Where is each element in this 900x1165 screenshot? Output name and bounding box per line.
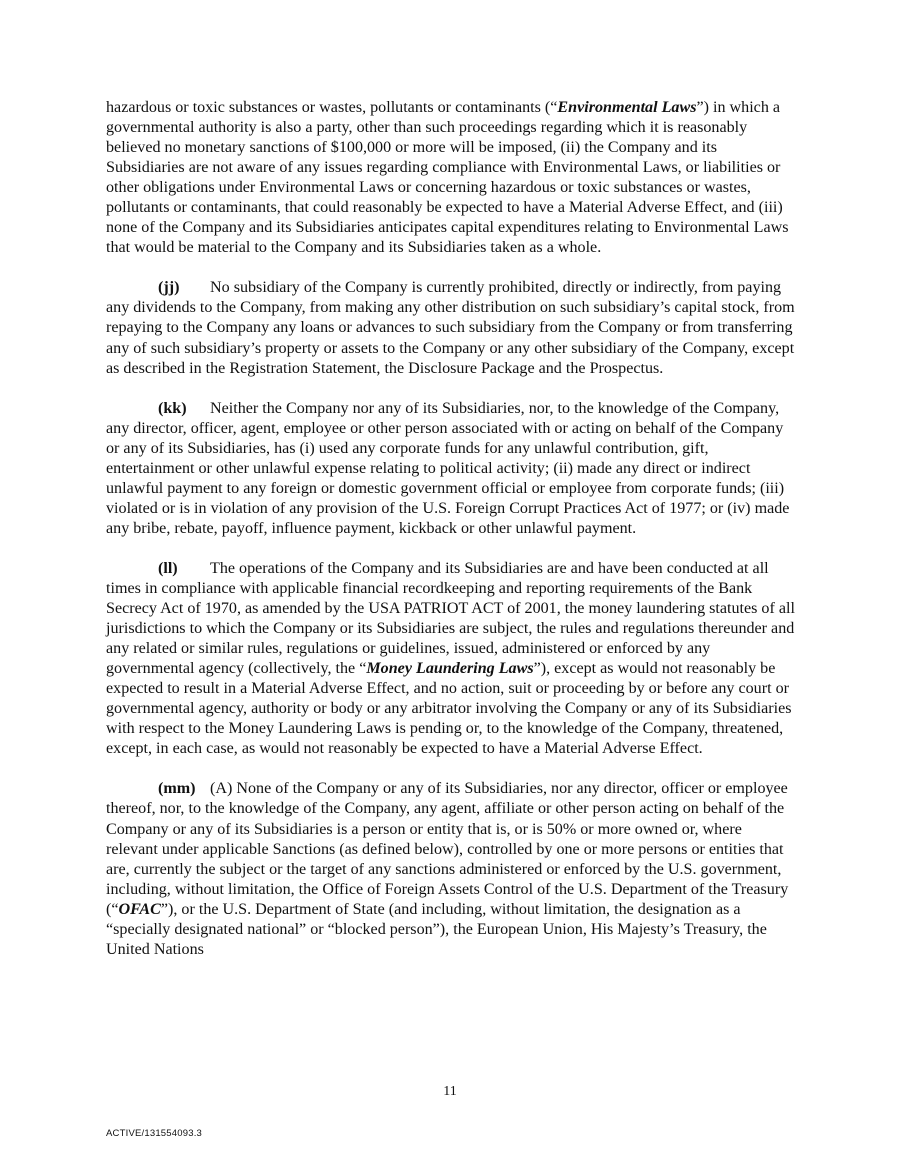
section-jj — [106, 278, 796, 378]
document-id: ACTIVE/131554093.3 — [106, 1128, 203, 1139]
paragraph-continuation — [106, 98, 796, 258]
section-label: (ll) — [158, 559, 178, 577]
page-number: 11 — [443, 1084, 457, 1099]
section-text: No subsidiary of the Company is currently prohibited, directly or indirectly, from paying any dividends to the Company, from making any other distribution on such subsidiary’s capital stock, from repaying to the Company any loans or advances to such subsidiary from the Company or from transferring any of such subsidiary’s property or assets to the Company or any other subsidiary of the Company, except as described in the Registration Statement, the Disclosure Package and the Prospectus. — [106, 279, 795, 377]
section-label: (jj) — [158, 279, 180, 297]
paragraph-text: hazardous or toxic substances or wastes, pollutants or contaminants (“ — [106, 99, 558, 116]
document-body — [106, 98, 796, 980]
section-label: (kk) — [158, 399, 187, 417]
section-text: ”), except as would not reasonably be expected to result in a Material Adverse Effect, and no action, suit or proceeding by or before any court or governmental agency, authority or body or any arbitrator involving the Company or any of its Subsidiaries with respect to the Money Laundering Laws is pending or, to the knowledge of the Company, threatened, except, in each case, as would not reasonably be expected to have a Material Adverse Effect. — [106, 660, 792, 758]
section-text: (A) None of the Company or any of its Subsidiaries, nor any director, officer or employee thereof, nor, to the knowledge of the Company, any agent, affiliate or other person acting on behalf of the Company or any of its Subsidiaries is a person or entity that is, or is 50% or more owned or, where relevant under applicable Sanctions (as defined below), controlled by one or more persons or entities that are, currently the subject or the target of any sanctions administered or enforced by the U.S. government, including, without limitation, the Office of Foreign Assets Control of the U.S. Department of the Treasury (“ — [106, 780, 789, 918]
paragraph-text: ”) in which a governmental authority is also a party, other than such proceedings regarding which it is reasonably believed no monetary sanctions of $100,000 or more will be imposed, (ii) the Company and its Subsidiaries are not aware of any issues regarding compliance with Environmental Laws, or liabilities or other obligations under Environmental Laws or concerning hazardous or toxic substances or wastes, pollutants or contaminants, that could reasonably be expected to have a Material Adverse Effect, and (iii) none of the Company and its Subsidiaries anticipates capital expenditures relating to Environmental Laws that would be material to the Company and its Subsidiaries taken as a whole. — [106, 99, 789, 257]
section-text: Neither the Company nor any of its Subsidiaries, nor, to the knowledge of the Company, any director, officer, agent, employee or other person associated with or acting on behalf of the Company or any of its Subsidiaries, has (i) used any corporate funds for any unlawful contribution, gift, entertainment or other unlawful expense relating to political activity; (ii) made any direct or indirect unlawful payment to any foreign or domestic government official or employee from corporate funds; (iii) violated or is in violation of any provision of the U.S. Foreign Corrupt Practices Act of 1977; or (iv) made any bribe, rebate, payoff, influence payment, kickback or other unlawful payment. — [106, 399, 790, 537]
defined-term-money-laundering-laws: Money Laundering Laws — [366, 660, 534, 678]
section-kk — [106, 399, 796, 539]
section-label: (mm) — [158, 780, 196, 798]
section-mm — [106, 779, 796, 959]
defined-term-ofac: OFAC — [118, 900, 161, 918]
section-text: The operations of the Company and its Subsidiaries are and have been conducted at all times in compliance with applicable financial recordkeeping and reporting requirements of the Bank Secrecy Act of 1970, as amended by the USA PATRIOT ACT of 2001, the money laundering statutes of all jurisdictions to which the Company or its Subsidiaries are subject, the rules and regulations thereunder and any related or similar rules, regulations or guidelines, issued, administered or enforced by any governmental agency (collectively, the “ — [106, 559, 795, 678]
section-text: ”), or the U.S. Department of State (and including, without limitation, the designation as a “specially designated national” or “blocked person”), the European Union, His Majesty’s Treasury, the United Nations — [106, 900, 767, 958]
section-ll — [106, 559, 796, 759]
defined-term-environmental-laws: Environmental Laws — [557, 99, 697, 116]
